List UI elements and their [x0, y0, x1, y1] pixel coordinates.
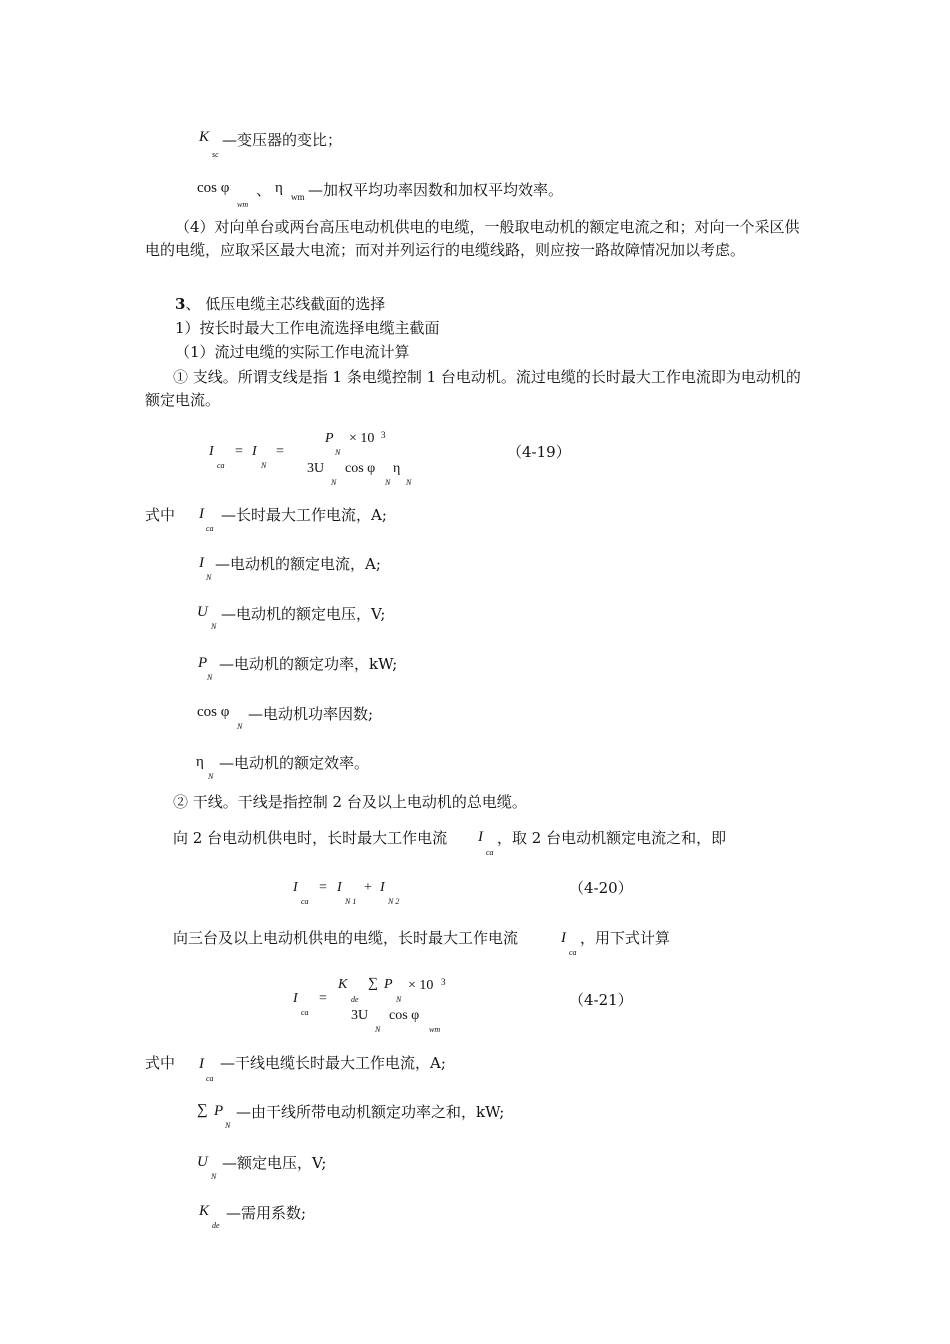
un-symbol: U [197, 604, 208, 620]
section-3-title: 、 低压电缆主芯线截面的选择 [185, 295, 386, 313]
eq21-times: × 10 [408, 978, 434, 993]
paragraph-4: （4）对向单台或两台高压电动机供电的电缆，一般取电动机的额定电流之和；对向一个采区供电的电缆，应取采区最大电流；而对并列运行的电缆线路，则应按一路故障情况加以考虑。 [145, 218, 800, 259]
ksc-description: —变压器的变比； [222, 131, 343, 149]
etan-description: —电动机的额定效率。 [219, 754, 370, 772]
eq21-exp: 3 [441, 977, 446, 987]
eq19-pn-sub: N [335, 448, 341, 457]
eq20-eq: = [319, 880, 327, 895]
sum-symbol: ∑ [197, 1102, 208, 1118]
eq19-eq1: = [235, 444, 243, 459]
in-description: —电动机的额定电流，A; [215, 555, 381, 573]
eq19-cos-sub: N [385, 478, 391, 487]
eta-n-symbol: η [196, 754, 204, 770]
eq21-kde: K [338, 977, 348, 992]
eta-wm-symbol: η [275, 180, 283, 196]
ica-symbol: I [199, 506, 204, 522]
eq20-in2: I [380, 880, 385, 895]
eq19-ica: I [209, 444, 214, 459]
eq20-in2-sub: N 2 [388, 897, 400, 906]
eq19-fraction-bar [303, 457, 415, 458]
three-motor-text-a: 向三台及以上电动机供电的电缆，长时最大工作电流 [173, 929, 519, 947]
ksc-subscript: sc [212, 150, 219, 159]
where-label-2: 式中 [145, 1054, 176, 1072]
eq21-ica-sub: ca [301, 1008, 309, 1017]
branch-line-paragraph: ① 支线。所谓支线是指 1 条电缆控制 1 台电动机。流过电缆的长时最大工作电流即为电动机的额定电流。 [145, 368, 801, 409]
un-subscript: N [211, 622, 217, 631]
sumpn-description: —由干线所带电动机额定功率之和，kW; [236, 1103, 505, 1121]
equation-4-19-number: （4-19） [507, 443, 571, 461]
pn-subscript: N [207, 673, 213, 682]
eq19-pn: P [325, 431, 334, 446]
ica2-subscript: ca [206, 1074, 214, 1083]
sum-pn-subscript: N [225, 1121, 231, 1130]
eq20-in1: I [337, 880, 342, 895]
ksc-symbol: K [199, 129, 210, 145]
eq20-ica-sub: ca [301, 897, 309, 906]
sum-pn-symbol: P [214, 1103, 224, 1119]
ica-subscript: ca [206, 524, 214, 533]
eq19-3u: 3U [307, 461, 325, 476]
eq19-eta: η [393, 461, 401, 476]
three-motor-text-b: ，用下式计算 [580, 929, 671, 947]
eq21-cos-sub: wm [429, 1025, 441, 1034]
eq21-pn: P [384, 977, 393, 992]
subsection-1-heading: 1）按长时最大工作电流选择电缆主截面 [175, 319, 440, 337]
where-label-1: 式中 [145, 506, 176, 524]
un2-symbol: U [197, 1154, 208, 1170]
pn-description: —电动机的额定功率，kW; [219, 655, 398, 673]
two-motor-text-a: 向 2 台电动机供电时，长时最大工作电流 [173, 829, 448, 847]
ica2-description: —干线电缆长时最大工作电流，A; [220, 1054, 446, 1072]
eq21-3u: 3U [351, 1008, 369, 1023]
section-3-number: 3 [175, 295, 186, 313]
kde-description: —需用系数; [226, 1204, 307, 1222]
eq20-plus: + [364, 880, 372, 895]
two-motor-ica: I [478, 829, 483, 845]
cos-phi-wm-subscript: wm [237, 200, 249, 209]
three-motor-ica: I [561, 930, 566, 946]
eq19-in: I [252, 444, 257, 459]
eq19-in-sub: N [261, 461, 267, 470]
kde-symbol: K [199, 1203, 210, 1219]
eq19-eq2: = [276, 444, 284, 459]
eq21-kde-sub: de [351, 995, 359, 1004]
eq21-eq: = [319, 991, 327, 1006]
eq21-cos: cos φ [389, 1008, 420, 1023]
kde-subscript: de [212, 1221, 220, 1230]
pn-symbol: P [198, 655, 208, 671]
cos-phi-n-symbol: cos φ [197, 704, 230, 720]
un2-subscript: N [211, 1172, 217, 1181]
eq19-u-sub: N [331, 478, 337, 487]
eq21-ica: I [293, 991, 298, 1006]
eq19-eta-sub: N [406, 478, 412, 487]
eq20-ica: I [293, 880, 298, 895]
eq19-ica-sub: ca [217, 461, 225, 470]
eq19-cos: cos φ [345, 461, 376, 476]
cos-phi-wm-symbol: cos φ [197, 180, 230, 196]
eq19-times: × 10 [349, 431, 375, 446]
cos-phi-n-subscript: N [237, 722, 243, 731]
ica-description: —长时最大工作电流，A; [221, 506, 387, 524]
section-3-heading [175, 294, 385, 314]
two-motor-ica-sub: ca [486, 848, 494, 857]
eq21-sum: ∑ [368, 976, 378, 991]
in-subscript: N [206, 573, 212, 582]
separator: 、 [256, 181, 272, 199]
eq21-pn-sub: N [396, 995, 402, 1004]
eq19-exp: 3 [381, 430, 386, 440]
eq21-u-sub: N [375, 1025, 381, 1034]
un-description: —电动机的额定电压，V; [221, 605, 386, 623]
eta-wm-subscript: wm [291, 192, 305, 202]
trunk-line-text: ② 干线。干线是指控制 2 台及以上电动机的总电缆。 [173, 793, 527, 811]
ica2-symbol: I [199, 1056, 204, 1072]
two-motor-text-b: ，取 2 台电动机额定电流之和，即 [497, 829, 727, 847]
equation-4-21-number: （4-21） [569, 991, 633, 1009]
subsection-1-1-heading: （1）流过电缆的实际工作电流计算 [175, 343, 410, 361]
in-symbol: I [199, 555, 204, 571]
equation-4-20-number: （4-20） [569, 879, 633, 897]
eq20-in1-sub: N 1 [345, 897, 357, 906]
weighted-average-description: —加权平均功率因数和加权平均效率。 [308, 181, 564, 199]
un2-description: —额定电压，V; [222, 1154, 327, 1172]
cosn-description: —电动机功率因数; [248, 705, 374, 723]
eta-n-subscript: N [208, 772, 214, 781]
three-motor-ica-sub: ca [569, 948, 577, 957]
